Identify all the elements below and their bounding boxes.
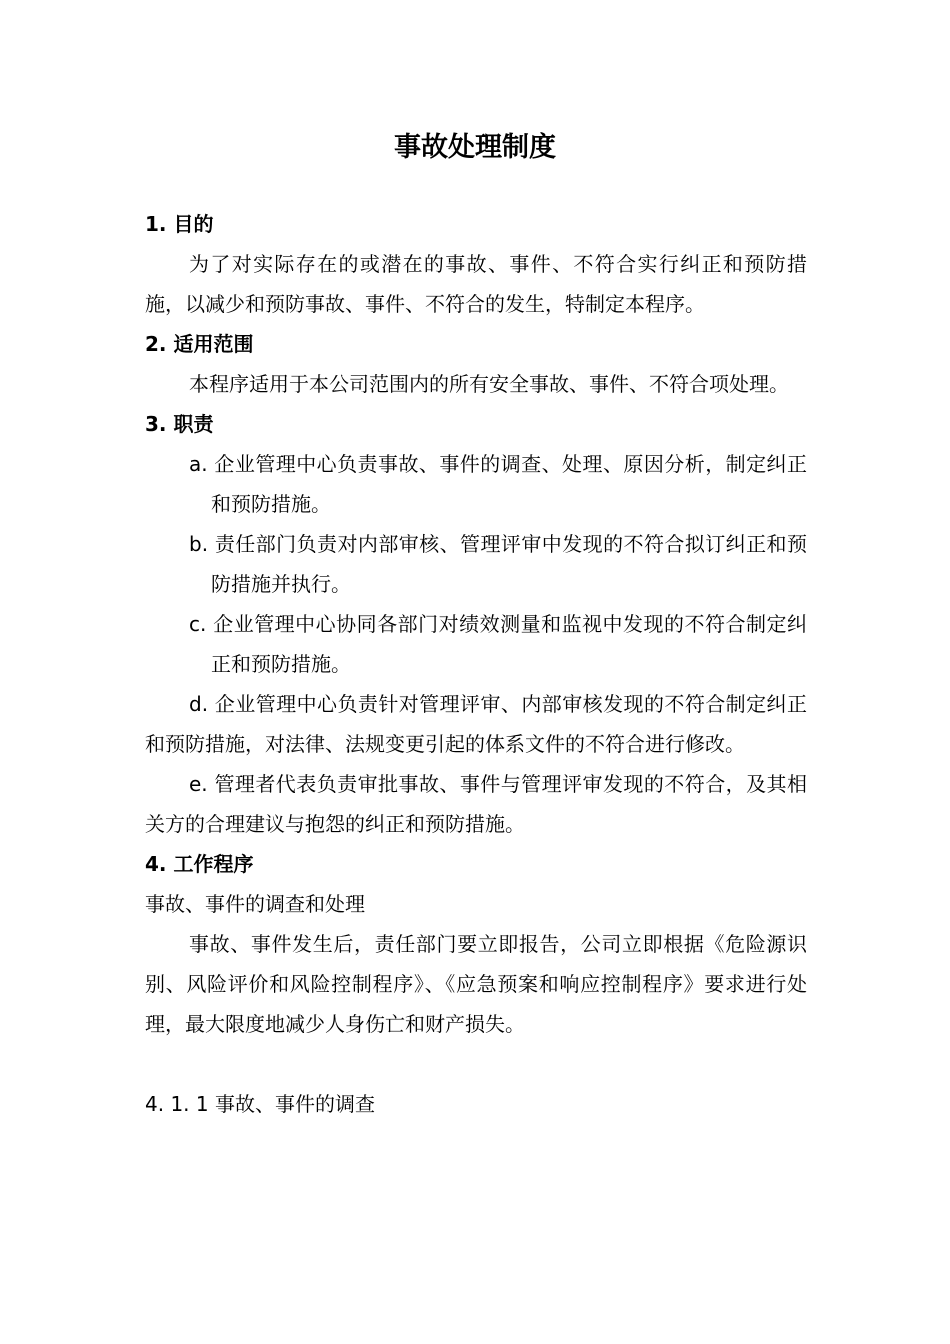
section-heading-purpose: 1. 目的	[145, 212, 214, 236]
responsibility-item-e: e. 管理者代表负责审批事故、事件与管理评审发现的不符合，及其相关方的合理建议与抱怨的纠正和预防措施。	[145, 772, 807, 836]
section-heading-responsibilities: 3. 职责	[145, 412, 214, 436]
section-heading-scope: 2. 适用范围	[145, 332, 254, 356]
subsection-4-1-1-heading: 4. 1. 1 事故、事件的调查	[145, 1092, 375, 1116]
document-body	[145, 204, 807, 1124]
procedure-paragraph: 事故、事件发生后，责任部门要立即报告，公司立即根据《危险源识别、风险评价和风险控制程序》、《应急预案和响应控制程序》要求进行处理，最大限度地减少人身伤亡和财产损失。	[145, 932, 807, 1036]
section-heading-procedure: 4. 工作程序	[145, 852, 254, 876]
procedure-subheading: 事故、事件的调查和处理	[145, 892, 365, 916]
responsibility-item-a: a. 企业管理中心负责事故、事件的调查、处理、原因分析，制定纠正和预防措施。	[189, 452, 807, 516]
responsibility-item-b: b. 责任部门负责对内部审核、管理评审中发现的不符合拟订纠正和预防措施并执行。	[189, 532, 807, 596]
scope-paragraph: 本程序适用于本公司范围内的所有安全事故、事件、不符合项处理。	[189, 372, 789, 396]
responsibility-item-c: c. 企业管理中心协同各部门对绩效测量和监视中发现的不符合制定纠正和预防措施。	[189, 612, 807, 676]
document-title: 事故处理制度	[394, 132, 556, 163]
purpose-paragraph: 为了对实际存在的或潜在的事故、事件、不符合实行纠正和预防措施，以减少和预防事故、事件、不符合的发生，特制定本程序。	[145, 252, 807, 316]
responsibility-item-d: d. 企业管理中心负责针对管理评审、内部审核发现的不符合制定纠正和预防措施，对法律、法规变更引起的体系文件的不符合进行修改。	[145, 692, 807, 756]
blank-line	[145, 1044, 807, 1084]
